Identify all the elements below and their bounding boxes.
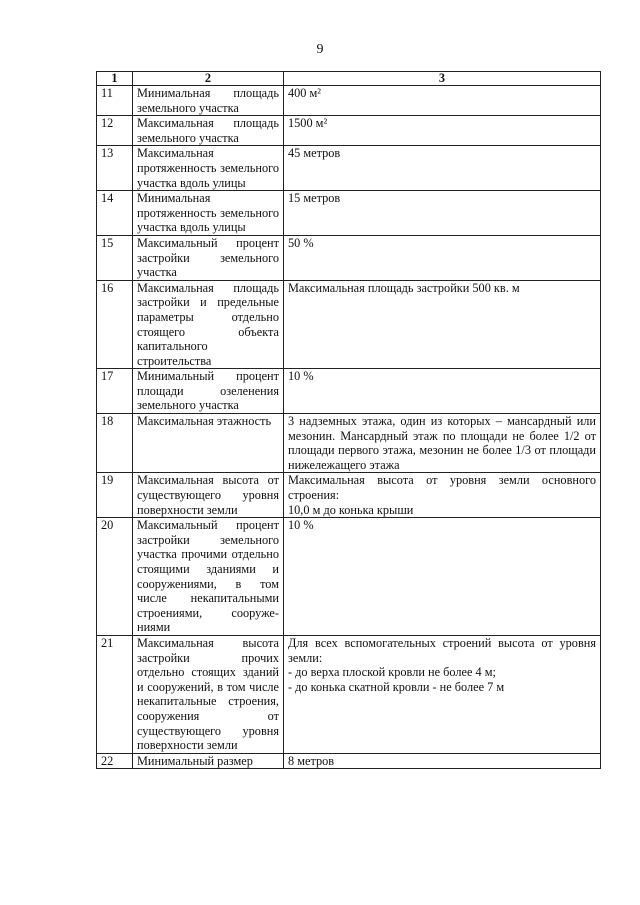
row-number: 18 [97,414,133,473]
column-header: 3 [284,72,601,86]
parameter-value [284,116,601,146]
parameter-value-line: 1500 м² [288,116,328,131]
parameter-name: Минимальная протяженность земельного участка вдоль улицы [133,191,284,236]
column-header: 1 [97,72,133,86]
row-number: 12 [97,116,133,146]
parameter-value [284,473,601,518]
table-row [97,518,601,636]
parameter-value-line: Максимальная площадь застройки 500 кв. м [288,280,520,295]
table-row [97,235,601,280]
table-row [97,86,601,116]
parameter-value [284,635,601,753]
page-number: 9 [316,42,324,57]
table-row [97,414,601,473]
parameter-value [284,369,601,414]
parameter-name: Максимальная площадь земельного участка [133,116,284,146]
parameter-value [284,414,601,473]
parameter-value-line: 400 м² [288,86,321,100]
table-row [97,146,601,191]
parameter-name: Максимальная высота от существующего уровня поверхности земли [133,473,284,518]
parameter-name: Максимальный процент застройки земельного участка прочими отдельно стоящими зданиями и сооружениями, в том числе некапитальными строениями, сооруже-ниями [133,518,284,636]
parameter-value [284,86,601,116]
row-number: 22 [97,753,133,769]
table-row [97,753,601,769]
parameter-name: Максимальный процент застройки земельного участка [133,235,284,280]
parameter-value-line: 3 надземных этажа, один из которых – мансардный или мезонин. Мансардный этаж по площади не более 1/2 от площади первого этажа, мезонин не более 1/3 от площади нижележащего этажа [288,414,596,472]
table-row [97,369,601,414]
parameter-value-line: Для всех вспомогательных строений высота от уровня земли: [288,635,596,665]
table-row [97,280,601,369]
parameter-value [284,235,601,280]
parameter-name: Максимальная протяженность земельного участка вдоль улицы [133,146,284,191]
parameter-value-line: 10,0 м до конька крыши [288,502,414,517]
row-number: 15 [97,235,133,280]
parameter-value-line: 45 метров [288,146,341,161]
parameter-value [284,753,601,769]
row-number: 21 [97,635,133,753]
parameter-value-line: 10 % [288,518,314,533]
parameter-value [284,280,601,369]
row-number: 11 [97,86,133,116]
parameter-value-line: 10 % [288,369,314,384]
parameters-table [96,71,601,769]
column-header: 2 [133,72,284,86]
parameter-value-line: 8 метров [288,753,335,768]
parameter-value-line: 50 % [288,235,314,250]
parameter-value [284,518,601,636]
parameter-name: Минимальная площадь земельного участка [133,86,284,116]
parameter-value-line: - до верха плоской кровли не более 4 м; [288,665,496,680]
parameter-value [284,146,601,191]
row-number: 19 [97,473,133,518]
parameter-name: Максимальная площадь застройки и предельные параметры отдельно стоящего объекта капитального строительства [133,280,284,369]
row-number: 13 [97,146,133,191]
table-header-row [97,72,601,86]
parameter-value-line: Максимальная высота от уровня земли основного строения: [288,473,596,503]
parameter-name: Максимальная высота застройки прочих отдельно стоящих зданий и сооружений, в том числе некапитальные строения, сооружения от существующего уровня поверхности земли [133,635,284,753]
parameter-value-line: 15 метров [288,191,341,206]
table-row [97,635,601,753]
row-number: 20 [97,518,133,636]
parameter-value [284,191,601,236]
row-number: 14 [97,191,133,236]
table-row [97,191,601,236]
parameter-name: Минимальный размер [133,753,284,769]
row-number: 17 [97,369,133,414]
parameter-name: Минимальный процент площади озеленения земельного участка [133,369,284,414]
table-row [97,116,601,146]
parameter-value-line: - до конька скатной кровли - не более 7 м [288,679,505,694]
parameter-name: Максимальная этажность [133,414,284,473]
row-number: 16 [97,280,133,369]
table-row [97,473,601,518]
